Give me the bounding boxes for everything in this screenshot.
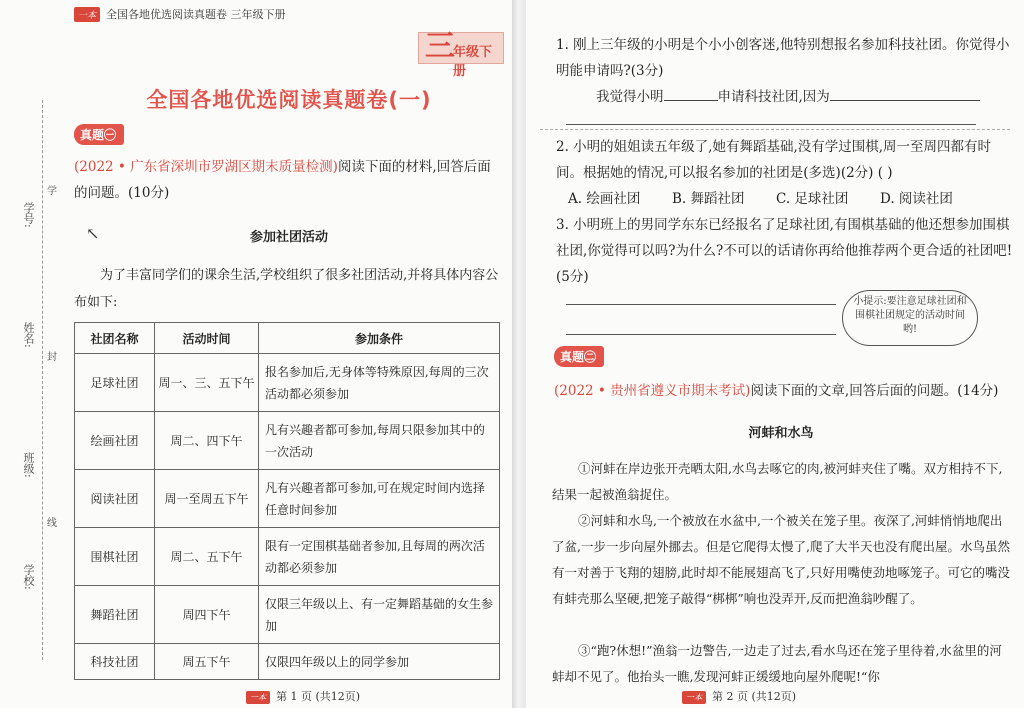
club-condition: 报名参加后,无身体等特殊原因,每周的三次活动都必须参加 <box>259 354 500 412</box>
club-time: 周五下午 <box>155 644 259 680</box>
question-2 <box>556 134 1014 186</box>
page-number: 第 2 页 (共12页) <box>712 690 797 703</box>
answer-blank[interactable] <box>830 86 980 101</box>
publisher-logo: 一本 <box>74 7 100 22</box>
question-1: 1. 刚上三年级的小明是个小小创客迷,他特别想报名参加科技社团。你觉得小明能申请吗?(3分) <box>556 37 1010 79</box>
column-header: 活动时间 <box>155 323 259 354</box>
passage-title: 河蚌和水鸟 <box>748 426 814 441</box>
club-condition: 仅限三年级以上、有一定舞蹈基础的女生参加 <box>259 586 500 644</box>
club-name: 阅读社团 <box>75 470 155 528</box>
question-2-options <box>568 186 1024 212</box>
table-header-row <box>75 323 500 354</box>
grade-badge <box>418 29 504 79</box>
club-condition: 凡有兴趣者都可参加,可在规定时间内选择任意时间参加 <box>259 470 500 528</box>
page-footer <box>246 688 360 704</box>
club-time: 周二、五下午 <box>155 528 259 586</box>
grade-badge-text: 年级下册 <box>453 45 493 79</box>
running-header-text: 全国各地优选阅读真题卷 三年级下册 <box>106 8 286 21</box>
option-a[interactable]: A. 绘画社团 <box>568 191 641 207</box>
answer-middle: 申请科技社团,因为 <box>717 89 830 105</box>
answer-line[interactable] <box>566 124 976 125</box>
club-table <box>74 322 500 680</box>
question-tag-2: 真题㊁ <box>554 346 604 367</box>
question-tag-1: 真题㊀ <box>74 124 124 145</box>
student-number-label: 学号: <box>22 202 35 228</box>
club-condition: 仅限四年级以上的同学参加 <box>259 644 500 680</box>
exam-source: (2022 • 贵州省遵义市期末考试) <box>554 383 751 399</box>
exam-source: (2022 • 广东省深圳市罗湖区期末质量检测) <box>74 159 338 175</box>
club-name: 足球社团 <box>75 354 155 412</box>
answer-blank[interactable] <box>664 86 718 101</box>
intro-text: 阅读下面的文章,回答后面的问题。(14分) <box>750 383 999 399</box>
name-label: 姓名: <box>22 322 35 348</box>
table-row <box>75 354 500 412</box>
grade-badge-number: 三 <box>425 29 455 64</box>
question-1-answer <box>596 84 1006 110</box>
binding-line <box>42 100 43 660</box>
table-row <box>75 412 500 470</box>
answer-line[interactable] <box>566 334 836 335</box>
question-intro <box>74 154 504 206</box>
club-name: 科技社团 <box>75 644 155 680</box>
option-d[interactable]: D. 阅读社团 <box>880 191 953 207</box>
page-number: 第 1 页 (共12页) <box>276 690 361 703</box>
hint-bubble: 小提示:要注意足球社团和围棋社团规定的活动时间哟! <box>842 290 978 346</box>
club-time: 周一至周五下午 <box>155 470 259 528</box>
table-row <box>75 470 500 528</box>
club-time: 周四下午 <box>155 586 259 644</box>
club-name: 绘画社团 <box>75 412 155 470</box>
option-c[interactable]: C. 足球社团 <box>776 191 849 207</box>
publisher-logo: 一本 <box>246 691 270 704</box>
answer-line[interactable] <box>566 304 836 305</box>
binding-margin <box>0 100 62 660</box>
page-footer <box>676 688 802 704</box>
passage-paragraph: ①河蚌在岸边张开壳晒太阳,水鸟去啄它的肉,被河蚌夹住了嘴。双方相持不下,结果一起被渔翁捉住。 <box>552 461 1003 502</box>
school-label: 学校: <box>22 564 35 590</box>
column-header: 参加条件 <box>259 323 500 354</box>
seal-mark: 封 <box>47 348 57 363</box>
question-3: 3. 小明班上的男同学东东已经报名了足球社团,有围棋基础的他还想参加围棋社团,你觉得可以吗?为什么?不可以的话请你再给他推荐两个更合适的社团吧!(5分) <box>556 217 1013 285</box>
column-header: 社团名称 <box>75 323 155 354</box>
page-2 <box>526 0 1024 708</box>
club-condition: 凡有兴趣者都可参加,每周只限参加其中的一次活动 <box>259 412 500 470</box>
option-b[interactable]: B. 舞蹈社团 <box>672 191 745 207</box>
table-row <box>75 528 500 586</box>
intro-text: 阅读下面的材料,回答后面的问题。(10分) <box>74 159 491 201</box>
answer-paren[interactable]: ( ) <box>877 165 893 181</box>
table-row <box>75 644 500 680</box>
question-2-text: 2. 小明的姐姐读五年级了,她有舞蹈基础,没有学过围棋,周一至周四都有时间。根据她的情况,可以报名参加的社团是(多选)(2分) <box>556 139 992 181</box>
class-label: 班级: <box>22 452 35 478</box>
club-time: 周一、三、五下午 <box>155 354 259 412</box>
passage-paragraph: 为了丰富同学们的课余生活,学校组织了很多社团活动,并将具体内容公布如下: <box>74 268 499 310</box>
answer-prefix: 我觉得小明 <box>596 89 664 105</box>
mouse-pointer-icon: ↖ <box>86 224 100 243</box>
passage-paragraph: ②河蚌和水鸟,一个被放在水盆中,一个被关在笼子里。夜深了,河蚌悄悄地爬出了盆,一步一步向屋外挪去。但是它爬得太慢了,爬了大半天也没有爬出屋。水鸟虽然有一对善于飞翔的翅膀,此时却不能展翅高飞了,只好用嘴使劲地啄笼子。可它的嘴没有蚌壳那么坚硬,把笼子敲得“梆梆”响也没弄开,反而把渔翁吵醒了。 <box>552 513 1010 606</box>
passage-paragraph: ③“跑?休想!”渔翁一边警告,一边走了过去,看水鸟还在笼子里待着,水盆里的河蚌却不见了。他抬头一瞧,发现河蚌正缓缓地向屋外爬呢!“你 <box>552 643 1002 684</box>
section-divider <box>540 129 1010 130</box>
club-time: 周二、四下午 <box>155 412 259 470</box>
publisher-logo: 一本 <box>682 691 706 704</box>
club-condition: 限有一定围棋基础者参加,且每周的两次活动都必须参加 <box>259 528 500 586</box>
passage-title: 参加社团活动 <box>249 230 328 245</box>
table-row <box>75 586 500 644</box>
running-header <box>74 6 286 22</box>
book-gutter <box>512 0 526 708</box>
seal-mark: 学 <box>47 182 57 197</box>
question-intro <box>554 378 1014 404</box>
seal-mark: 线 <box>47 514 57 529</box>
club-name: 舞蹈社团 <box>75 586 155 644</box>
club-name: 围棋社团 <box>75 528 155 586</box>
page-title: 全国各地优选阅读真题卷(一) <box>146 88 432 112</box>
